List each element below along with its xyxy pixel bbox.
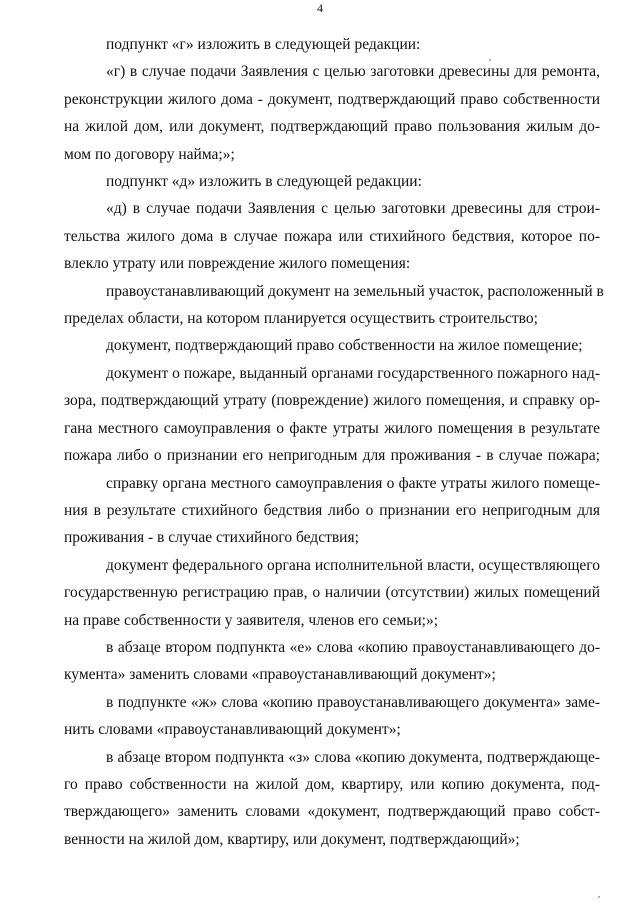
text-line: ния в результате стихийного бедствия либо о признании его непригодным для <box>64 501 600 519</box>
paragraph <box>64 744 600 854</box>
page-number: 4 <box>317 1 323 15</box>
paragraph <box>64 31 600 58</box>
paragraph <box>64 278 604 333</box>
text-line: документ о пожаре, выданный органами государственного пожарного над- <box>106 364 600 382</box>
text-line: кумента» заменить словами «правоустанавливающий документ»; <box>64 666 496 684</box>
text-line: на праве собственности у заявителя, членов его семьи;»; <box>64 611 439 629</box>
paragraph <box>64 552 600 634</box>
text-line: пожара либо о признании его непригодным для проживания - в случае пожара; <box>64 447 600 465</box>
paragraph <box>64 634 600 689</box>
text-line: тверждающего» заменить словами «документ, подтверждающий право собст- <box>64 803 600 821</box>
paragraph <box>64 332 600 359</box>
paragraph <box>64 168 600 195</box>
text-line: в подпункте «ж» слова «копию правоустанавливающего документа» заме- <box>106 693 600 711</box>
document-body <box>64 31 604 853</box>
text-line: зора, подтверждающий утрату (повреждение) жилого помещения, и справку ор- <box>64 392 600 410</box>
paragraph <box>64 58 600 168</box>
text-line: в абзаце втором подпункта «з» слова «копию документа, подтверждающе- <box>106 748 600 766</box>
scan-speck <box>598 896 600 898</box>
text-line: справку органа местного самоуправления о факте утраты жилого помеще- <box>106 474 600 492</box>
paragraph <box>64 360 600 470</box>
text-line: подпункт «г» изложить в следующей редакции: <box>106 36 421 53</box>
paragraph <box>64 195 600 277</box>
text-line: документ, подтверждающий право собственности на жилое помещение; <box>106 337 583 355</box>
text-line: «д) в случае подачи Заявления с целью заготовки древесины для строи- <box>106 200 600 218</box>
text-line: го право собственности на жилой дом, квартиру, или копию документа, под- <box>64 775 600 793</box>
text-line: мом по договору найма;»; <box>64 145 235 163</box>
paragraph <box>64 470 600 552</box>
text-line: на жилой дом, или документ, подтверждающий право пользования жилым до- <box>64 118 600 136</box>
text-line: государственную регистрацию прав, о наличии (отсутствии) жилых помещений <box>64 584 600 602</box>
text-line: влекло утрату или повреждение жилого помещения: <box>64 255 411 273</box>
scan-speck <box>489 59 491 61</box>
text-line: «г) в случае подачи Заявления с целью заготовки древесины для ремонта, <box>106 63 600 81</box>
text-line: гана местного самоуправления о факте утраты жилого помещения в результате <box>64 419 600 437</box>
paragraph <box>64 689 600 744</box>
text-line: проживания - в случае стихийного бедствия; <box>64 529 359 547</box>
text-line: правоустанавливающий документ на земельный участок, расположенный в <box>106 282 604 300</box>
text-line: подпункт «д» изложить в следующей редакции: <box>106 173 422 191</box>
text-line: венности на жилой дом, квартиру, или документ, подтверждающий»; <box>64 830 520 848</box>
text-line: документ федерального органа исполнительной власти, осуществляющего <box>106 556 600 574</box>
text-line: в абзаце втором подпункта «е» слова «копию правоустанавливающего до- <box>106 638 600 656</box>
text-line: реконструкции жилого дома - документ, подтверждающий право собственности <box>64 90 600 108</box>
text-line: нить словами «правоустанавливающий документ»; <box>64 721 401 739</box>
text-line: тельства жилого дома в случае пожара или стихийного бедствия, которое по- <box>64 227 600 245</box>
text-line: пределах области, на котором планируется осуществить строительство; <box>64 310 538 328</box>
